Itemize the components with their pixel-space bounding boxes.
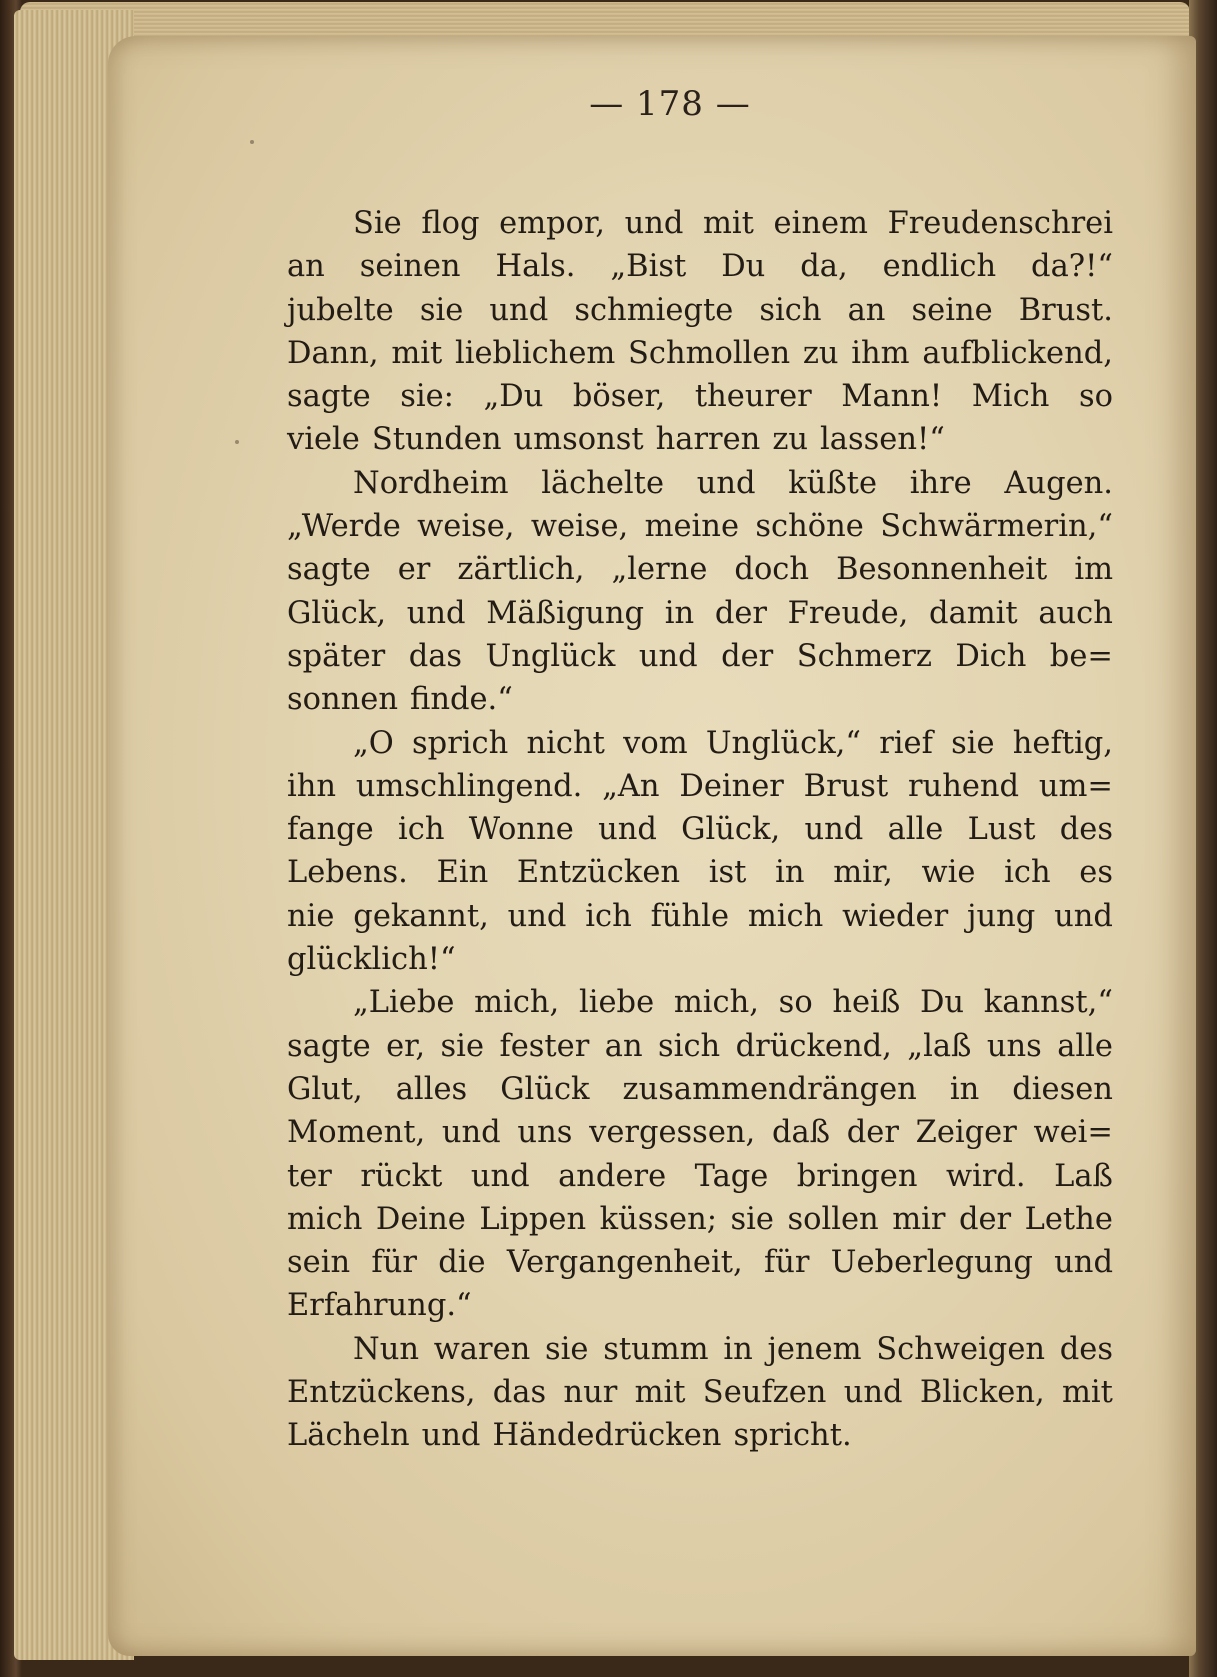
word: „laß — [907, 1028, 972, 1064]
word: sich — [759, 292, 822, 328]
word: kannst,“ — [983, 985, 1113, 1021]
word: uns — [517, 1115, 573, 1151]
word: Schmollen — [628, 335, 791, 371]
word: nicht — [526, 725, 605, 761]
text-line — [287, 1284, 1113, 1327]
word: ihre — [909, 465, 972, 501]
word: bringen — [796, 1158, 918, 1194]
text-line — [287, 332, 1113, 375]
word: später — [287, 638, 386, 674]
word: Mich — [971, 379, 1050, 415]
text-line — [287, 1328, 1113, 1371]
text-line — [287, 981, 1113, 1024]
word: das — [492, 1375, 547, 1411]
word: sie: — [400, 379, 454, 415]
word: Ein — [436, 855, 489, 891]
word: Blicken, — [919, 1375, 1045, 1411]
word: Erfahrung.“ — [287, 1288, 472, 1324]
word: Freude, — [787, 595, 909, 631]
word: sich — [658, 1028, 721, 1064]
word: mit — [634, 1375, 686, 1411]
word: wieder — [842, 898, 949, 934]
word: harren — [655, 422, 761, 458]
word: Augen. — [1004, 465, 1113, 501]
text-line — [287, 678, 1113, 721]
word: fester — [499, 1028, 590, 1064]
word: böser, — [572, 379, 666, 415]
word: einem — [773, 206, 868, 241]
word: Schweigen — [876, 1331, 1046, 1367]
word: umschlingend. — [355, 768, 583, 804]
text-line — [287, 1068, 1113, 1111]
word: jung — [967, 898, 1036, 934]
word: Nun — [353, 1331, 419, 1367]
word: ruhend — [907, 768, 1020, 804]
word: schmiegte — [574, 292, 734, 328]
word: uns — [986, 1028, 1042, 1064]
word: in — [664, 595, 695, 631]
word: mir, — [833, 855, 893, 891]
word: und — [507, 898, 567, 934]
word: „An — [602, 768, 660, 804]
word: vergessen, — [589, 1115, 756, 1151]
word: Entzückens, — [287, 1375, 476, 1411]
word: sein — [287, 1245, 351, 1281]
word: für — [763, 1245, 810, 1281]
word: glücklich!“ — [287, 942, 456, 978]
ink-fleck — [250, 140, 254, 144]
word: und — [1054, 898, 1113, 934]
text-line — [287, 505, 1113, 548]
word: ter — [287, 1158, 332, 1194]
word: und — [598, 812, 657, 848]
word: ihm — [851, 335, 910, 371]
text-line — [287, 1371, 1113, 1414]
word: und — [804, 812, 864, 848]
word: zusammendrängen — [622, 1071, 917, 1107]
word: Tage — [694, 1158, 769, 1194]
word: jubelte — [287, 292, 394, 328]
word: Brust. — [1018, 292, 1113, 328]
word: sie — [419, 292, 464, 328]
word: sagte — [287, 1028, 371, 1064]
word: Du — [919, 985, 965, 1021]
word: sie — [951, 725, 995, 761]
text-line — [287, 938, 1113, 981]
word: endlich — [882, 249, 997, 285]
word: und — [638, 638, 698, 674]
word: doch — [734, 552, 810, 588]
word: Glück, — [287, 595, 387, 631]
word: aufblickend, — [922, 335, 1113, 371]
word: Glut, — [287, 1071, 363, 1107]
word: und — [624, 206, 684, 241]
word: sie — [440, 1028, 484, 1064]
word: Lust — [967, 812, 1036, 848]
word: stumm — [603, 1331, 709, 1367]
page-body-text — [287, 202, 1113, 1458]
word: zärtlich, — [457, 552, 585, 588]
word: lieblichem — [455, 335, 616, 371]
word: finde.“ — [410, 682, 513, 718]
word: Dann, — [287, 335, 379, 371]
word: mich, — [673, 985, 759, 1021]
word: Glück, — [681, 812, 781, 848]
word: das — [408, 638, 463, 674]
word: seinen — [359, 249, 461, 285]
word: auch — [1038, 595, 1113, 631]
word: jenem — [767, 1331, 862, 1367]
word: heftig, — [1012, 725, 1113, 761]
word: wird. — [945, 1158, 1026, 1194]
word: Moment, — [287, 1115, 426, 1151]
word: liebe — [578, 985, 655, 1021]
word: er, — [386, 1028, 426, 1064]
ink-fleck — [235, 440, 239, 444]
page-number: — 178 — — [589, 84, 751, 124]
word: des — [1059, 1331, 1113, 1367]
text-line — [287, 289, 1113, 332]
word: umsonst — [513, 422, 644, 458]
word: Hals. — [495, 249, 576, 285]
word: an — [604, 1028, 643, 1064]
word: Laß — [1054, 1158, 1113, 1194]
word: rückt — [360, 1158, 443, 1194]
word: nie — [287, 898, 335, 934]
word: heiß — [832, 985, 901, 1021]
word: im — [1074, 552, 1113, 588]
word: mit — [391, 335, 443, 371]
text-line — [287, 1025, 1113, 1068]
word: sonnen — [287, 682, 398, 718]
word: flog — [421, 206, 480, 241]
word: Dich — [955, 638, 1027, 674]
word: Besonnenheit — [836, 552, 1048, 588]
word: und — [470, 1158, 530, 1194]
text-line — [287, 1414, 1113, 1457]
word: der — [958, 1201, 1012, 1237]
word: Unglück,“ — [705, 725, 861, 761]
word: der — [714, 595, 767, 631]
word: da, — [800, 249, 848, 285]
word: alle — [1057, 1028, 1113, 1064]
word: weise, — [530, 509, 629, 545]
word: in — [723, 1331, 753, 1367]
word: Brust — [803, 768, 889, 804]
word: nur — [563, 1375, 618, 1411]
word: meine — [644, 509, 739, 545]
word: „O — [353, 725, 394, 761]
word: er — [397, 552, 431, 588]
word: der — [721, 638, 774, 674]
word: Lächeln — [287, 1418, 410, 1454]
word: empor, — [499, 206, 605, 241]
word: Nordheim — [353, 465, 509, 501]
word: an — [847, 292, 886, 328]
word: mit — [702, 206, 754, 241]
word: Zeiger — [915, 1115, 1017, 1151]
word: und — [696, 465, 756, 501]
word: so — [778, 985, 813, 1021]
word: mich — [747, 898, 824, 934]
text-line — [287, 1111, 1113, 1154]
word: rief — [879, 725, 933, 761]
word: Händedrücken — [492, 1418, 722, 1454]
word: und — [843, 1375, 903, 1411]
word: Schmerz — [796, 638, 932, 674]
text-line — [287, 1155, 1113, 1198]
word: und — [421, 1418, 481, 1454]
word: des — [1059, 812, 1113, 848]
word: sagte — [287, 552, 371, 588]
word: mich — [287, 1201, 363, 1237]
word: vom — [623, 725, 688, 761]
text-line — [287, 592, 1113, 635]
word: wei= — [1033, 1115, 1113, 1151]
text-line — [287, 375, 1113, 418]
word: Freudenschrei — [887, 206, 1113, 241]
text-line — [287, 245, 1113, 288]
text-line — [287, 808, 1113, 851]
word: Ueberlegung — [830, 1245, 1033, 1281]
word: Entzücken — [516, 855, 681, 891]
text-line — [287, 765, 1113, 808]
word: Schwärmerin,“ — [880, 509, 1113, 545]
word: Lippen — [479, 1201, 587, 1237]
word: diesen — [1012, 1071, 1113, 1107]
word: „Bist — [610, 249, 687, 285]
word: spricht. — [733, 1418, 852, 1454]
word: schöne — [755, 509, 864, 545]
word: ich — [1004, 855, 1051, 891]
text-line — [287, 851, 1113, 894]
word: Mäßigung — [486, 595, 645, 631]
word: sagte — [287, 379, 371, 415]
word: viele — [287, 422, 360, 458]
word: fühle — [650, 898, 729, 934]
word: Lebens. — [287, 855, 408, 891]
text-line — [287, 895, 1113, 938]
word: ich — [398, 812, 445, 848]
word: sprich — [412, 725, 509, 761]
word: lächelte — [541, 465, 664, 501]
word: ihn — [287, 768, 337, 804]
text-line — [287, 1198, 1113, 1241]
word: damit — [929, 595, 1018, 631]
word: weise, — [417, 509, 515, 545]
text-line — [287, 202, 1113, 245]
text-line — [287, 635, 1113, 678]
word: „Liebe — [353, 985, 455, 1021]
word: Du — [721, 249, 766, 285]
word: Deine — [375, 1201, 466, 1237]
word: Wonne — [468, 812, 574, 848]
word: und — [406, 595, 466, 631]
word: seine — [911, 292, 993, 328]
word: mit — [1061, 1375, 1113, 1411]
word: und — [489, 292, 549, 328]
word: waren — [433, 1331, 531, 1367]
word: gekannt, — [353, 898, 489, 934]
text-line — [287, 418, 1113, 461]
word: wie — [921, 855, 976, 891]
word: der — [846, 1115, 899, 1151]
word: „Werde — [287, 509, 401, 545]
text-line — [287, 462, 1113, 505]
word: ich — [585, 898, 632, 934]
word: daß — [771, 1115, 831, 1151]
word: Lethe — [1024, 1201, 1113, 1237]
word: ist — [708, 855, 747, 891]
word: so — [1078, 379, 1113, 415]
text-line — [287, 722, 1113, 765]
word: lassen!“ — [820, 422, 945, 458]
word: und — [441, 1115, 501, 1151]
word: alles — [395, 1071, 468, 1107]
word: Sie — [353, 206, 402, 241]
word: mir — [892, 1201, 946, 1237]
word: Mann! — [841, 379, 943, 415]
word: Stunden — [371, 422, 502, 458]
word: alle — [887, 812, 944, 848]
word: küßte — [788, 465, 877, 501]
word: fange — [287, 812, 374, 848]
word: „lerne — [611, 552, 708, 588]
word: zu — [772, 422, 809, 458]
word: Deiner — [679, 768, 784, 804]
word: in — [949, 1071, 980, 1107]
word: theurer — [694, 379, 812, 415]
word: sie — [730, 1201, 774, 1237]
word: be= — [1049, 638, 1113, 674]
word: an — [287, 249, 325, 285]
word: sollen — [787, 1201, 879, 1237]
word: da?!“ — [1031, 249, 1113, 285]
word: in — [775, 855, 805, 891]
word: drückend, — [735, 1028, 892, 1064]
word: mich, — [474, 985, 560, 1021]
text-line — [287, 1241, 1113, 1284]
word: andere — [558, 1158, 667, 1194]
word: sie — [545, 1331, 589, 1367]
word: Unglück — [485, 638, 616, 674]
word: Glück — [500, 1071, 590, 1107]
text-line — [287, 548, 1113, 591]
word: es — [1079, 855, 1113, 891]
word: „Du — [483, 379, 544, 415]
word: zu — [802, 335, 839, 371]
word: küssen; — [599, 1201, 718, 1237]
word: um= — [1038, 768, 1113, 804]
word: die — [438, 1245, 486, 1281]
word: für — [371, 1245, 417, 1281]
word: Vergangenheit, — [506, 1245, 743, 1281]
word: Seufzen — [702, 1375, 827, 1411]
word: und — [1054, 1245, 1113, 1281]
